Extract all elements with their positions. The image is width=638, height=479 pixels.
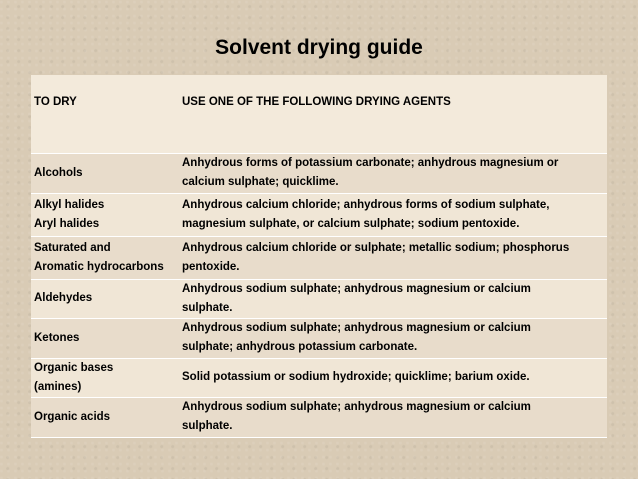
solvent-cell: Saturated and Aromatic hydrocarbons	[31, 236, 179, 279]
page-title: Solvent drying guide	[215, 36, 423, 59]
table-row	[31, 193, 607, 236]
agents-cell: Anhydrous calcium chloride; anhydrous forms of sodium sulphate, magnesium sulphate, or calcium sulphate; sodium pentoxide.	[179, 193, 607, 236]
table-row	[31, 358, 607, 397]
table-row	[31, 236, 607, 279]
agents-cell: Anhydrous sodium sulphate; anhydrous magnesium or calcium sulphate.	[179, 279, 607, 318]
agents-cell: Anhydrous sodium sulphate; anhydrous magnesium or calcium sulphate; anhydrous potassium carbonate.	[179, 318, 607, 358]
table-header-row	[31, 75, 607, 153]
agents-cell: Solid potassium or sodium hydroxide; quicklime; barium oxide.	[179, 358, 607, 397]
agents-cell: Anhydrous calcium chloride or sulphate; metallic sodium; phosphorus pentoxide.	[179, 236, 607, 279]
header-to-dry: TO DRY	[31, 75, 179, 153]
agents-cell: Anhydrous sodium sulphate; anhydrous magnesium or calcium sulphate.	[179, 397, 607, 437]
solvent-cell: Organic bases (amines)	[31, 358, 179, 397]
table-row	[31, 397, 607, 437]
drying-guide-table	[31, 75, 607, 438]
table-row	[31, 318, 607, 358]
header-drying-agents: USE ONE OF THE FOLLOWING DRYING AGENTS	[179, 75, 607, 153]
solvent-cell: Alcohols	[31, 153, 179, 193]
table-row	[31, 279, 607, 318]
solvent-cell: Alkyl halides Aryl halides	[31, 193, 179, 236]
table-row	[31, 153, 607, 193]
solvent-cell: Aldehydes	[31, 279, 179, 318]
solvent-cell: Organic acids	[31, 397, 179, 437]
agents-cell: Anhydrous forms of potassium carbonate; anhydrous magnesium or calcium sulphate; quicklime.	[179, 153, 607, 193]
solvent-cell: Ketones	[31, 318, 179, 358]
